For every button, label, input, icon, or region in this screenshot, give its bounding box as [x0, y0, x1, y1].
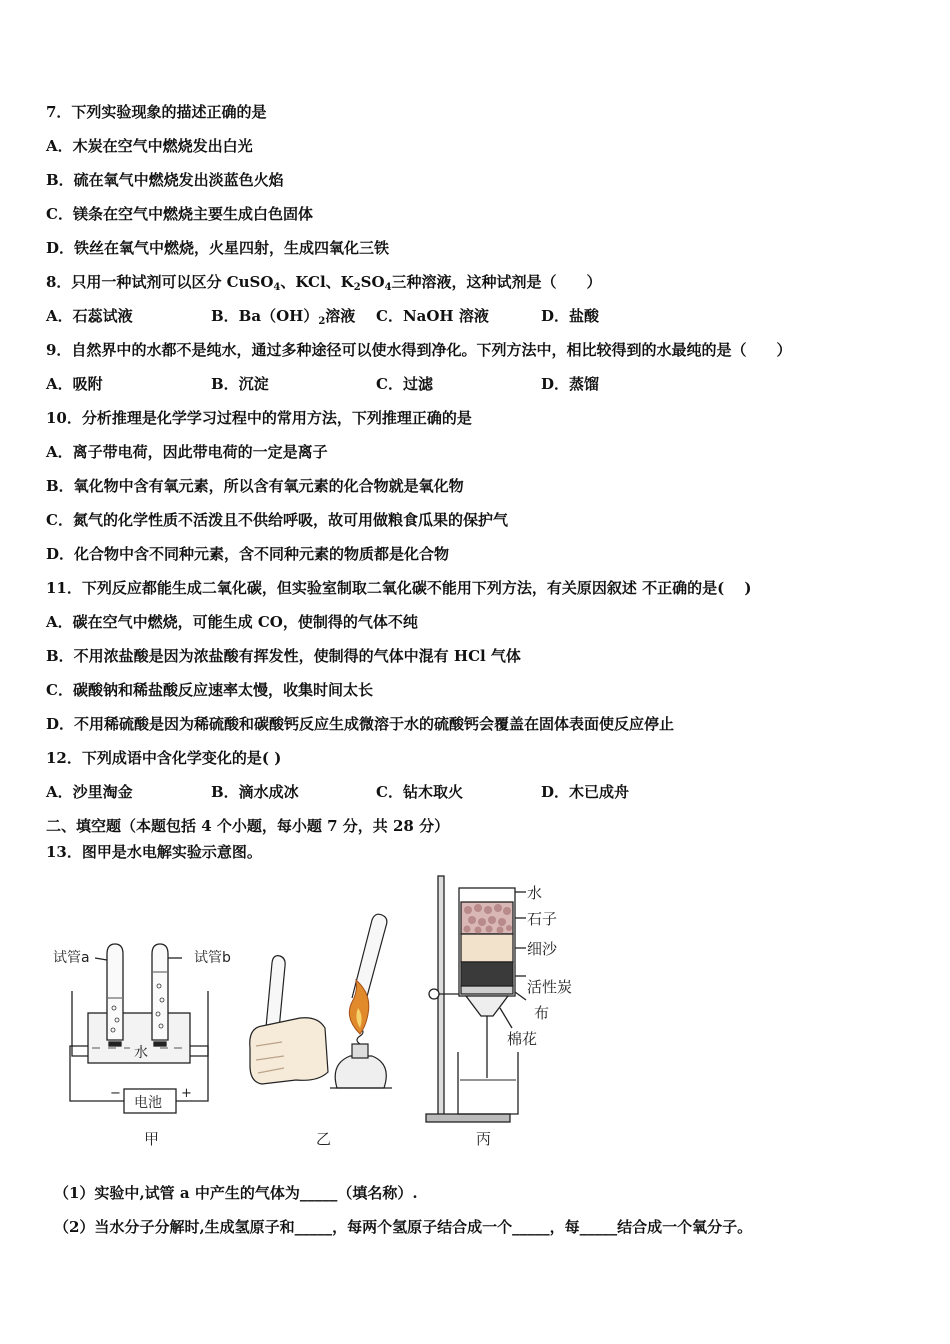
q8-option-c: C．NaOH 溶液 — [376, 307, 489, 325]
battery-minus: − — [110, 1086, 121, 1101]
q7-stem: 7．下列实验现象的描述正确的是 — [46, 103, 267, 121]
q12-option-b: B．滴水成冰 — [211, 783, 299, 801]
purifier-sand-label: 细沙 — [527, 940, 558, 958]
q10-option-d: D．化合物中含不同种元素，含不同种元素的物质都是化合物 — [46, 545, 450, 563]
q8-stem-pre: 8．只用一种试剂可以区分 CuSO — [46, 273, 274, 291]
q7-option-a: A．木炭在空气中燃烧发出白光 — [46, 137, 253, 155]
q10-stem: 10．分析推理是化学学习过程中的常用方法，下列推理正确的是 — [46, 409, 472, 427]
purifier-carbon-label: 活性炭 — [527, 978, 573, 996]
q12-option-c: C．钻木取火 — [376, 783, 463, 801]
q10-option-c: C．氮气的化学性质不活泼且不供给呼吸，故可用做粮食瓜果的保护气 — [46, 511, 508, 529]
q8-option-a: A．石蕊试液 — [46, 307, 133, 325]
purifier-stone-label: 石子 — [527, 910, 558, 928]
q8-option-d: D．盐酸 — [541, 307, 600, 325]
water-purifier-apparatus — [426, 876, 526, 1122]
q7-option-d: D．铁丝在氧气中燃烧，火星四射，生成四氧化三铁 — [46, 239, 390, 257]
q13-stem: 13．图甲是水电解实验示意图。 — [46, 843, 262, 861]
q11-option-c: C．碳酸钠和稀盐酸反应速率太慢，收集时间太长 — [46, 681, 373, 699]
tube-b-label: 试管b — [194, 950, 231, 966]
tube-a-label: 试管a — [53, 950, 90, 966]
q11-option-a: A．碳在空气中燃烧，可能生成 CO，使制得的气体不纯 — [46, 613, 418, 631]
figure-label-jia: 甲 — [144, 1130, 160, 1148]
flame-test-apparatus — [250, 914, 392, 1088]
q9-option-b: B．沉淀 — [211, 375, 269, 393]
q10-option-a: A．离子带电荷，因此带电荷的一定是离子 — [46, 443, 328, 461]
q10-option-b: B．氧化物中含有氧元素，所以含有氧元素的化合物就是氧化物 — [46, 477, 464, 495]
q12-option-a: A．沙里淘金 — [46, 783, 133, 801]
q8-sub2: 2 — [353, 282, 361, 293]
purifier-cotton-label: 棉花 — [507, 1030, 538, 1048]
q13-part-2: （2）当水分子分解时,生成氢原子和_____，每两个氢原子结合成一个_____，每_____结合成一个氧分子。 — [54, 1218, 753, 1236]
q8-option-b-pre: B．Ba（OH） — [211, 307, 319, 325]
q9-stem: 9．自然界中的水都不是纯水，通过多种途径可以使水得到净化。下列方法中，相比较得到的水最纯的是（ ） — [46, 341, 792, 359]
q11-stem: 11．下列反应都能生成二氧化碳，但实验室制取二氧化碳不能用下列方法，有关原因叙述 不正确的是( ) — [46, 579, 752, 597]
q12-stem: 12．下列成语中含化学变化的是( ) — [46, 749, 282, 767]
q8-option-b-post: 溶液 — [325, 307, 356, 325]
q8-stem — [46, 272, 602, 298]
q8-sub4b: 4 — [384, 282, 392, 293]
battery-plus: + — [181, 1086, 192, 1101]
q9-option-a: A．吸附 — [46, 375, 103, 393]
experiment-figure — [0, 868, 950, 1158]
q7-option-b: B．硫在氧气中燃烧发出淡蓝色火焰 — [46, 171, 284, 189]
water-label-jia: 水 — [134, 1045, 148, 1061]
q7-option-c: C．镁条在空气中燃烧主要生成白色固体 — [46, 205, 313, 223]
battery-label: 电池 — [134, 1095, 162, 1111]
purifier-water-label: 水 — [527, 884, 543, 902]
q8-stem-post: 三种溶液，这种试剂是（ ） — [391, 273, 602, 291]
section-2-heading: 二、填空题（本题包括 4 个小题，每小题 7 分，共 28 分） — [46, 817, 450, 835]
q8-option-b — [211, 306, 376, 332]
q12-options — [46, 782, 629, 802]
q12-option-d: D．木已成舟 — [541, 783, 630, 801]
q8-options — [46, 306, 599, 332]
q9-option-d: D．蒸馏 — [541, 375, 600, 393]
figure-label-bing: 丙 — [476, 1130, 492, 1148]
q8-sub4a: 4 — [273, 282, 281, 293]
q9-options — [46, 374, 599, 394]
q13-part-1: （1）实验中,试管 a 中产生的气体为_____（填名称）. — [54, 1184, 418, 1202]
q8-stem-mid1: 、KCl、K — [280, 273, 354, 291]
q11-option-d: D．不用稀硫酸是因为稀硫酸和碳酸钙反应生成微溶于水的硫酸钙会覆盖在固体表面使反应停止 — [46, 715, 675, 733]
q9-option-c: C．过滤 — [376, 375, 433, 393]
q8-option-b-sub: 2 — [318, 316, 326, 327]
purifier-cloth-label: 布 — [534, 1004, 550, 1022]
figure-label-yi: 乙 — [316, 1130, 332, 1148]
q8-stem-mid2: SO — [360, 273, 385, 291]
q11-option-b: B．不用浓盐酸是因为浓盐酸有挥发性，使制得的气体中混有 HCl 气体 — [46, 647, 521, 665]
